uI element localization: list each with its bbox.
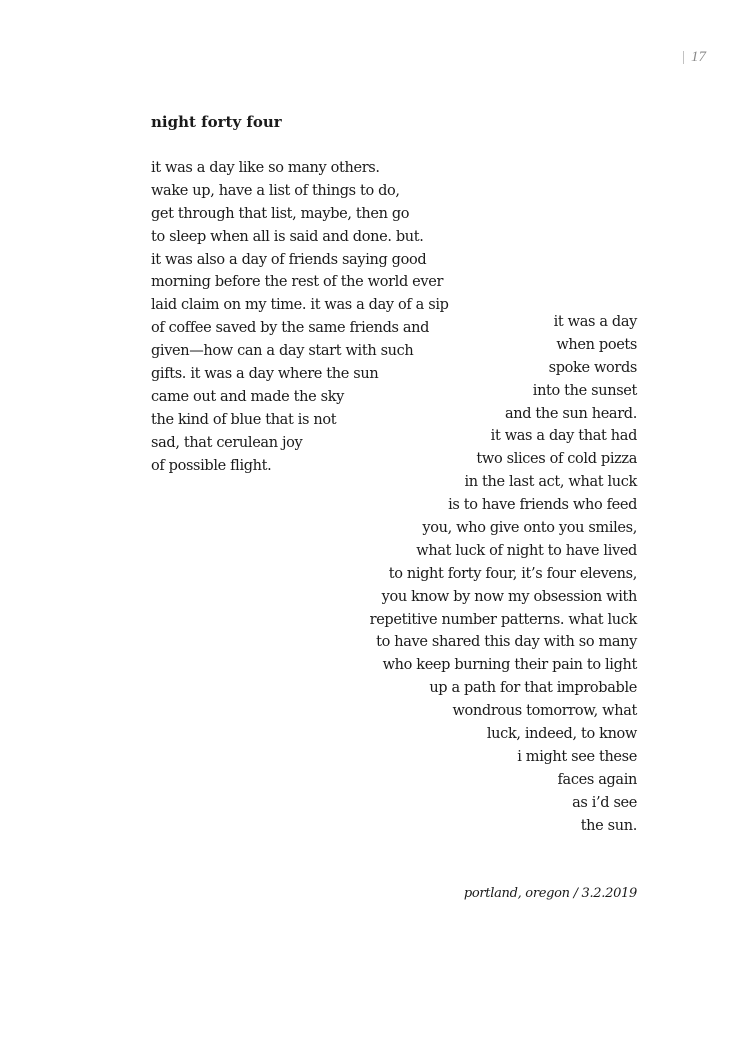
poem-line: the sun. [580,817,637,834]
poem-line: laid claim on my time. it was a day of a sip [151,297,449,314]
poem-line: what luck of night to have lived [416,542,637,559]
poem-line: faces again [557,771,637,788]
poem-line: up a path for that improbable [429,680,637,697]
poem-line: when poets [556,336,637,353]
poem-line: came out and made the sky [151,388,344,405]
poem-line: gifts. it was a day where the sun [151,366,379,383]
poem-line: it was a day [553,314,637,330]
poem-line: get through that list, maybe, then go [151,205,410,222]
poem-line: it was also a day of friends saying good [151,251,427,268]
poem-line: spoke words [548,359,637,376]
poem-signature: portland, oregon / 3.2.2019 [463,886,637,901]
poem-line: and the sun heard. [504,405,637,422]
poem-line: of coffee saved by the same friends and [151,320,430,337]
poem-line: the kind of blue that is not [151,411,337,428]
poem-line: given—how can a day start with such [151,343,414,360]
poem-line: i might see these [517,748,637,765]
poem-line: you know by now my obsession with [381,588,637,605]
poem-line: as i’d see [572,794,637,811]
poem-line: of possible flight. [151,457,272,474]
page-number [682,49,706,66]
poem-line: it was a day that had [490,428,637,445]
poem-line: in the last act, what luck [464,474,637,491]
poem-line: wake up, have a list of things to do, [151,182,400,199]
poem-line: is to have friends who feed [448,497,637,514]
poem-line: to night forty four, it’s four elevens, [388,565,637,582]
poem-line: to sleep when all is said and done. but. [151,228,424,245]
poem-line: sad, that cerulean joy [151,434,303,451]
stanza-right [370,311,637,837]
poem-title: night forty four [151,113,282,131]
poem-line: repetitive number patterns. what luck [369,611,637,628]
poem-line: morning before the rest of the world ever [151,274,444,291]
poem-line: it was a day like so many others. [151,160,380,176]
poem-line: luck, indeed, to know [486,726,637,743]
poem-line: who keep burning their pain to light [382,657,637,674]
poem-line: into the sunset [532,382,637,399]
page-number-value: 17 [691,49,706,65]
poem-line: two slices of cold pizza [476,451,637,468]
poem-line: wondrous tomorrow, what [452,703,637,720]
poem-line: to have shared this day with so many [376,634,637,651]
page-number-divider: | [681,49,685,65]
poem-line: you, who give onto you smiles, [422,520,637,537]
